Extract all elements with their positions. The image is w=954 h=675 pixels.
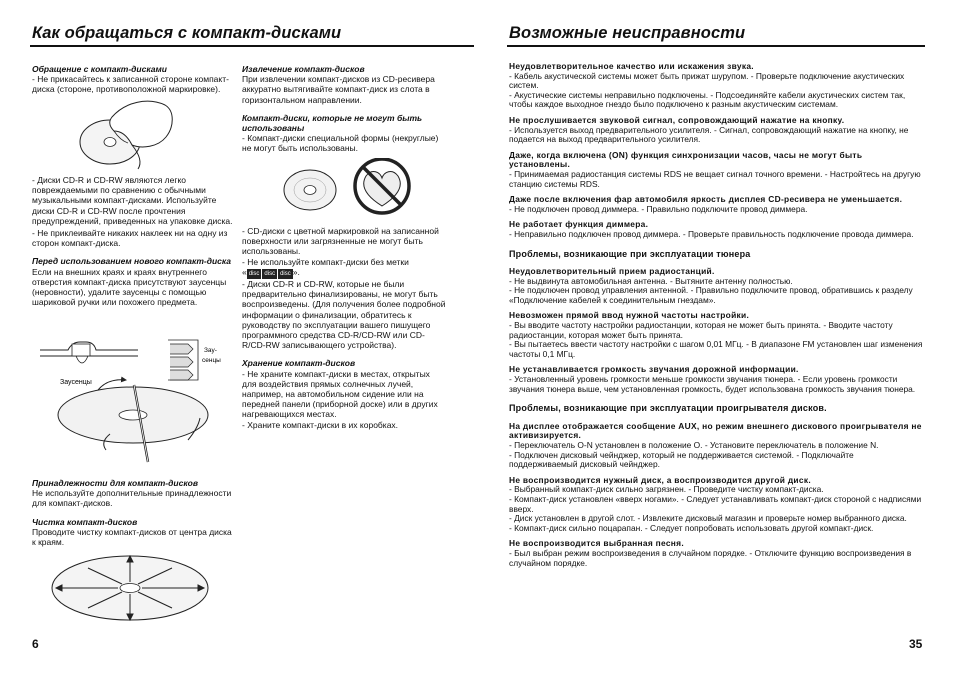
trouble-question: Даже, когда включена (ON) функция синхронизации часов, часы не могут быть установлены.: [509, 149, 863, 170]
page-number-right: 35: [909, 637, 923, 651]
trouble-answer: - Установленный уровень громкости меньше громкости звучания тюнера. - Если уровень громкости звучания тюнера выше, чем установленная громкость, будет использована громкость звучания тюнера.: [509, 374, 916, 394]
trouble-question: Невозможен прямой ввод нужной частоты настройки.: [509, 310, 750, 321]
section-heading-disc-player: Проблемы, возникающие при эксплуатации проигрывателя дисков.: [509, 403, 827, 414]
handling-text: - Не прикасайтесь к записанной стороне компакт-диска (стороне, противоположной маркировке).: [32, 74, 229, 95]
trouble-answer: - Переключатель O-N установлен в положение O. - Установите переключатель в положение N.: [509, 440, 879, 450]
svg-text:сенцы: сенцы: [202, 357, 221, 364]
storage-heading: Хранение компакт-дисков: [242, 358, 356, 369]
trouble-question: Не воспроизводится выбранная песня.: [509, 538, 684, 549]
trouble-answer: - Подключен дисковый чейнджер, который не поддерживается системой. - Подключайте поддерживаемый дисковый чейнджер.: [509, 449, 854, 470]
left-column-2: [242, 64, 446, 154]
trouble-question: Не работает функция диммера.: [509, 219, 649, 230]
cleaning-heading: Чистка компакт-дисков: [32, 516, 138, 527]
removal-heading: Извлечение компакт-дисков: [242, 64, 365, 74]
unusable-text: - Компакт-диски специальной формы (некруглые) не могут быть использованы.: [242, 133, 439, 154]
title-rule: [507, 45, 925, 47]
trouble-question: Не воспроизводится нужный диск, а воспроизводится другой диск.: [509, 474, 811, 485]
burrs-label-2: Зау-: [204, 347, 217, 354]
hand-holding-disc-illustration: [70, 97, 180, 172]
unusable-discs-illustration: [282, 158, 432, 218]
trouble-question: Неудовлетворительное качество или искажения звука.: [509, 61, 754, 71]
trouble-answer: - Не подключен провод управления антенной. - Правильно подключите провод, обратившись к разделу «Подключение кабелей к соединительным гнездам».: [509, 285, 913, 305]
title-rule: [30, 45, 474, 47]
storage-text-1: - Не храните компакт-диски в местах, открытых для воздействия прямых солнечных лучей, например, на автомобильном сидение или на передней панели (приборной доске) или в других нагревающихся местах.: [242, 368, 438, 420]
removal-text: При извлечении компакт-дисков из CD-ресивера аккуратно вытягивайте компакт-диск из слота в горизонтальном направлении.: [242, 74, 435, 105]
left-column-2b: [242, 226, 446, 430]
disc-logos: « disc disc disc ».: [242, 267, 446, 279]
trouble-answer: - Вы вводите частоту настройки радиостанции, которая не может быть принята. - Вводите частоту радиостанции, которая может быть принята.: [509, 320, 893, 340]
trouble-question: Не прослушивается звуковой сигнал, сопровождающий нажатие на кнопку.: [509, 114, 845, 125]
left-column-1c: [32, 478, 236, 547]
trouble-question: Даже после включения фар автомобиля яркость дисплея CD-ресивера не уменьшается.: [509, 194, 903, 205]
cdr-text: - Диски CD-R и CD-RW являются легко повреждаемыми по сравнению с обычными музыкальными компакт-дисками. Используйте диски CD-R и CD-RW после прочтения предупреждений, приведенных на упаковке диска.: [32, 175, 233, 226]
trouble-answer: - Используется выход предварительного усилителя. - Сигнал, сопровождающий нажатие на кнопку, не подается на выход предварительного усилителя.: [509, 124, 909, 145]
trouble-answer: - Акустические системы неправильно подключены. - Подсоединяйте кабели акустических систем так, чтобы каждое выходное гнездо было подключено к разным акустическим системам.: [509, 89, 906, 110]
stickers-text: - Не приклеивайте никаких наклеек ни на одну из сторон компакт-диска.: [32, 228, 228, 249]
section-heading-tuner: Проблемы, возникающие при эксплуатации тюнера: [509, 248, 751, 259]
left-column-1: [32, 64, 236, 95]
trouble-question: На дисплее отображается сообщение AUX, но режим внешнего дискового проигрывателя не активизируется.: [509, 420, 922, 441]
disc-logo-3: disc: [278, 269, 293, 279]
unusable-heading: Компакт-диски, которые не могут быть использованы: [242, 112, 423, 134]
troubleshooting-list: [509, 62, 923, 568]
before-use-heading: Перед использованием нового компакт-диска: [32, 256, 232, 267]
trouble-answer: - Выбранный компакт-диск сильно загрязнен. - Проведите чистку компакт-диска.: [509, 484, 824, 495]
right-page: [477, 0, 954, 675]
accessories-heading: Принадлежности для компакт-дисков: [32, 478, 198, 488]
burrs-removal-illustration: [38, 330, 238, 465]
colored-text: - CD-диски с цветной маркировкой на записанной поверхности или загрязненные не могут быть использованы.: [242, 226, 439, 257]
accessories-text: Не используйте дополнительные принадлежности для компакт-дисков.: [32, 488, 232, 509]
left-page-title: Как обращаться с компакт-дисками: [32, 24, 342, 42]
finalize-text: - Диски CD-R и CD-RW, которые не были предварительно финализированы, не могут быть воспроизведены. (Для получения более подробной информации о финализации, обратитесь к руководству по эксплуатации вашего пишущего программного средства CD-R/CD-RW или CD-R/CD-RW записывающего устройства).: [242, 279, 446, 351]
trouble-answer: - Вы пытаетесь ввести частоту настройки с шагом 0,01 МГц. - В диапазоне FM установлен шаг изменения частоты 0,1 МГц.: [509, 339, 923, 359]
trouble-answer: - Компакт-диск сильно поцарапан. - Следует попробовать использовать другой компакт-диск.: [509, 522, 874, 533]
trouble-answer: - Не выдвинута автомобильная антенна. - Вытяните антенну полностью.: [509, 275, 793, 286]
handling-heading: Обращение с компакт-дисками: [32, 64, 167, 74]
trouble-answer: - Неправильно подключен провод диммера. - Проверьте правильность подключение провода диммера.: [509, 228, 914, 239]
storage-text-2: - Храните компакт-диски в их коробках.: [242, 419, 399, 430]
burrs-label-1: Заусенцы: [60, 379, 92, 386]
trouble-answer: - Диск установлен в другой слот. - Извлеките дисковый магазин и проверьте номер выбранного диска.: [509, 513, 907, 524]
cleaning-text: Проводите чистку компакт-дисков от центра диска к краям.: [32, 526, 232, 548]
trouble-answer: - Компакт-диск установлен «вверх ногами». - Следует устанавливать компакт-диск стороной с надписями вверх.: [509, 493, 922, 514]
no-marks-text: - Не используйте компакт-диски без метки: [242, 256, 409, 267]
trouble-question: Неудовлетворительный прием радиостанций.: [509, 266, 715, 277]
disc-logo-2: disc: [262, 269, 277, 279]
trouble-answer: - Был выбран режим воспроизведения в случайном порядке. - Отключите функцию воспроизведения в случайном порядке.: [509, 547, 912, 568]
page-number-left: 6: [32, 637, 39, 651]
left-column-1b: [32, 175, 236, 307]
trouble-answer: - Не подключен провод диммера. - Правильно подключите провод диммера.: [509, 203, 808, 214]
before-use-text: Если на внешних краях и краях внутреннего отверстия компакт-диска присутствуют заусенцы (неровности), удалите заусенцы с помощью шариковой ручки или похожего предмета.: [32, 266, 227, 308]
trouble-answer: - Принимаемая радиостанция системы RDS не вещает сигнал точного времени. - Настройтесь на другую станцию системы RDS.: [509, 168, 921, 189]
right-page-title: Возможные неисправности: [509, 24, 746, 42]
trouble-question: Не устанавливается громкость звучания дорожной информации.: [509, 364, 799, 375]
cleaning-direction-illustration: [48, 552, 213, 624]
disc-logo-1: disc: [247, 269, 262, 279]
trouble-answer: - Кабель акустической системы может быть прижат шурупом. - Проверьте подключение акустических систем.: [509, 70, 905, 91]
